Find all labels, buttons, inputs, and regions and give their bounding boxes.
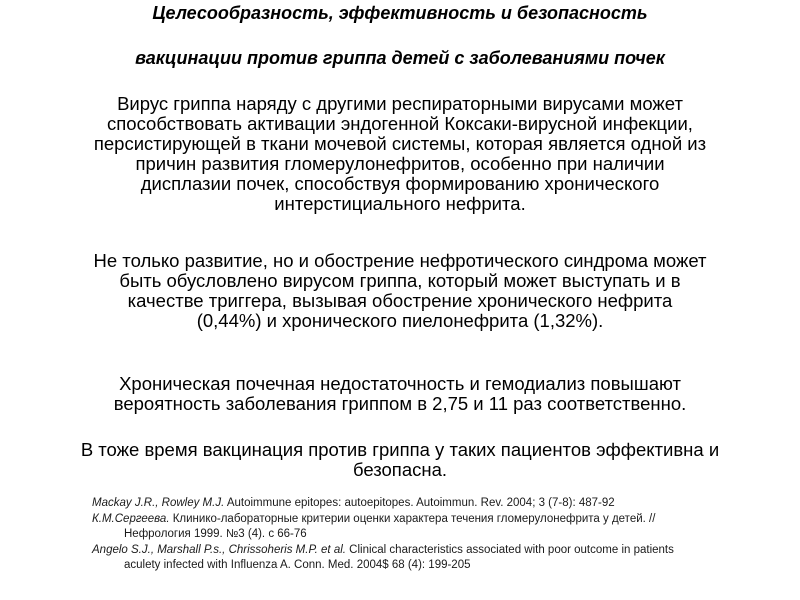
reference-item xyxy=(92,543,792,574)
reference-text-continued: Нефрология 1999. №3 (4). с 66-76 xyxy=(124,528,307,540)
paragraph-nephrotic-syndrome xyxy=(0,251,800,331)
slide-title-line-1: Целесообразность, эффективность и безопасность xyxy=(152,3,648,23)
references-list xyxy=(92,496,792,574)
paragraph-line: Хроническая почечная недостаточность и гемодиализ повышают xyxy=(119,373,681,394)
reference-item xyxy=(92,512,792,543)
paragraph-influenza-coxsackie xyxy=(20,94,780,214)
reference-authors: К.М.Сергеева. xyxy=(92,512,170,525)
reference-text: Autoimmune epitopes: autoepitopes. Autoimmun. Rev. 2004; 3 (7-8): 487-92 xyxy=(224,497,615,509)
paragraph-line: Вирус гриппа наряду с другими респираторными вирусами может xyxy=(117,93,683,114)
reference-authors: Angelo S.J., Marshall P.s., Chrissoheris M.P. et al. xyxy=(92,543,346,556)
paragraph-line: (0,44%) и хронического пиелонефрита (1,32%). xyxy=(196,310,604,331)
paragraph-line: персистирующей в ткани мочевой системы, которая является одной из xyxy=(93,133,707,154)
reference-authors: Mackay J.R., Rowley M.J. xyxy=(92,497,225,509)
paragraph-line: качестве триггера, вызывая обострение хронического нефрита xyxy=(127,290,673,311)
paragraph-line: способствовать активации эндогенной Коксаки-вирусной инфекции, xyxy=(107,113,693,134)
reference-text: Clinical characteristics associated with poor outcome in patients xyxy=(345,543,674,556)
reference-item xyxy=(92,496,792,512)
paragraph-line: интерстициального нефрита. xyxy=(274,193,526,214)
paragraph-line: быть обусловлено вирусом гриппа, который может выступать и в xyxy=(119,270,681,291)
reference-text-continued: aculety infected with Influenza A. Conn. Med. 2004$ 68 (4): 199-205 xyxy=(124,559,471,571)
paragraph-line: вероятность заболевания гриппом в 2,75 и 11 раз соответственно. xyxy=(113,393,687,414)
paragraph-renal-failure xyxy=(0,374,800,414)
paragraph-line: Не только развитие, но и обострение нефротического синдрома может xyxy=(93,250,707,271)
paragraph-vaccination-safe xyxy=(0,440,800,480)
paragraph-line: дисплазии почек, способствуя формированию хронического xyxy=(140,173,660,194)
slide-title-line-2: вакцинации против гриппа детей с заболеваниями почек xyxy=(135,48,665,68)
reference-text: Клинико-лабораторные критерии оценки характера течения гломерулонефрита у детей. // xyxy=(169,512,656,525)
paragraph-line: В тоже время вакцинация против гриппа у таких пациентов эффективна и xyxy=(80,439,720,460)
paragraph-line: причин развития гломерулонефритов, особенно при наличии xyxy=(135,153,665,174)
paragraph-line: безопасна. xyxy=(352,459,448,480)
